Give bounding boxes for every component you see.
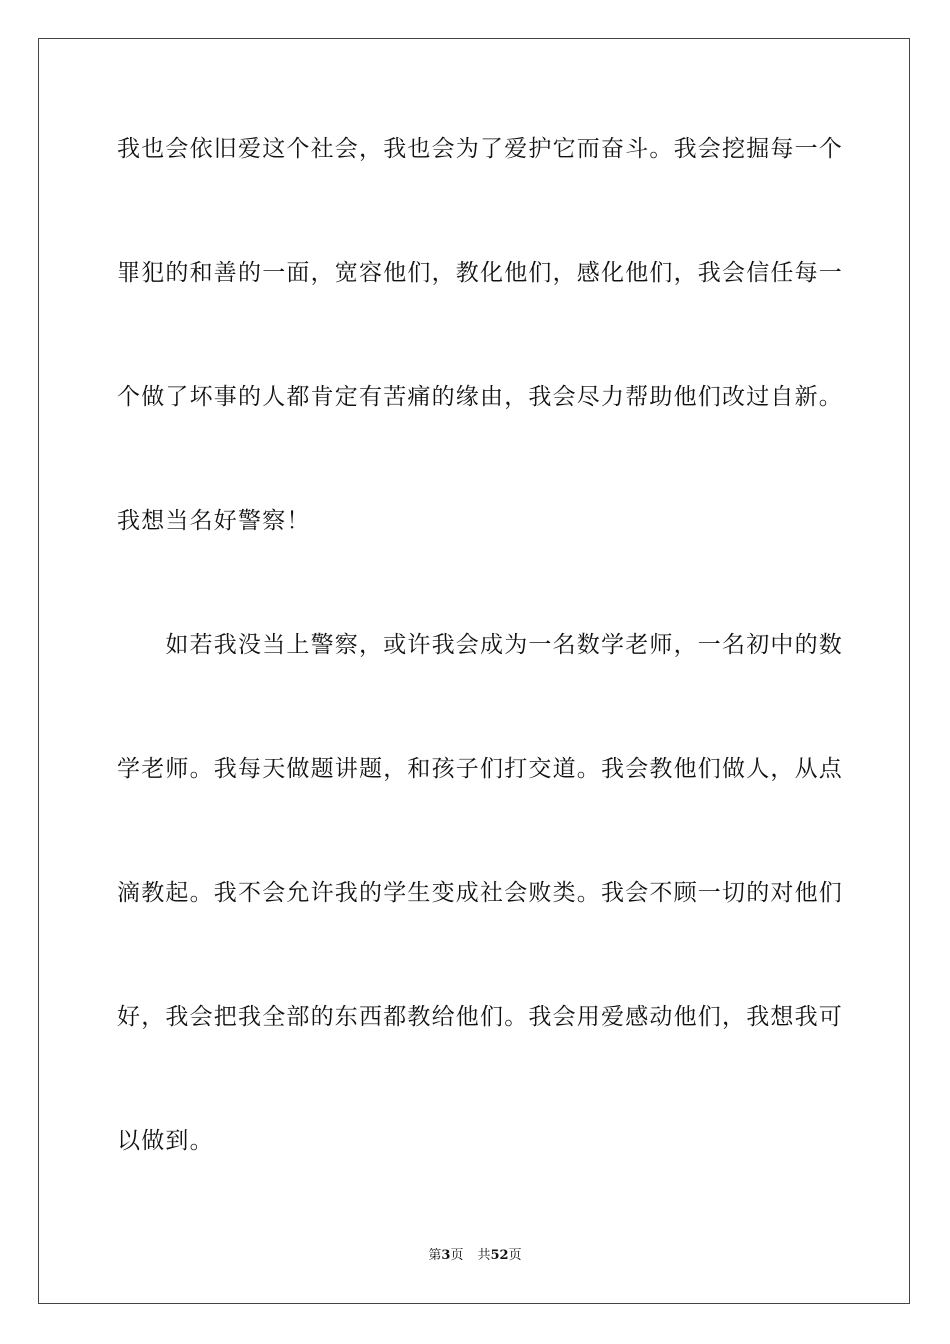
paragraph-line-2: 罪犯的和善的一面，宽容他们，教化他们，感化他们，我会信任每一 — [117, 260, 843, 286]
page-label-prefix: 第 — [428, 1248, 442, 1263]
paragraph-line-3: 个做了坏事的人都肯定有苦痛的缘由，我会尽力帮助他们改过自新。 — [117, 384, 843, 410]
paragraph-line-7: 滴教起。我不会允许我的学生变成社会败类。我会不顾一切的对他们 — [117, 880, 843, 906]
page-label-suffix: 页 — [450, 1248, 464, 1263]
total-label-prefix: 共 — [477, 1248, 491, 1263]
page-border — [38, 38, 910, 1304]
paragraph-line-8: 好，我会把我全部的东西都教给他们。我会用爱感动他们，我想我可 — [117, 1004, 843, 1030]
paragraph-line-6: 学老师。我每天做题讲题，和孩子们打交道。我会教他们做人，从点 — [117, 756, 843, 782]
total-label-suffix: 页 — [508, 1248, 522, 1263]
paragraph-line-1: 我也会依旧爱这个社会，我也会为了爱护它而奋斗。我会挖掘每一个 — [117, 136, 843, 162]
paragraph-line-9: 以做到。 — [117, 1128, 214, 1154]
current-page-number: 3 — [441, 1248, 451, 1263]
paragraph-line-4: 我想当名好警察！ — [117, 508, 311, 534]
paragraph-line-5: 如若我没当上警察，或许我会成为一名数学老师，一名初中的数 — [117, 632, 843, 658]
page-footer — [0, 1247, 950, 1265]
total-page-count: 52 — [490, 1248, 509, 1263]
